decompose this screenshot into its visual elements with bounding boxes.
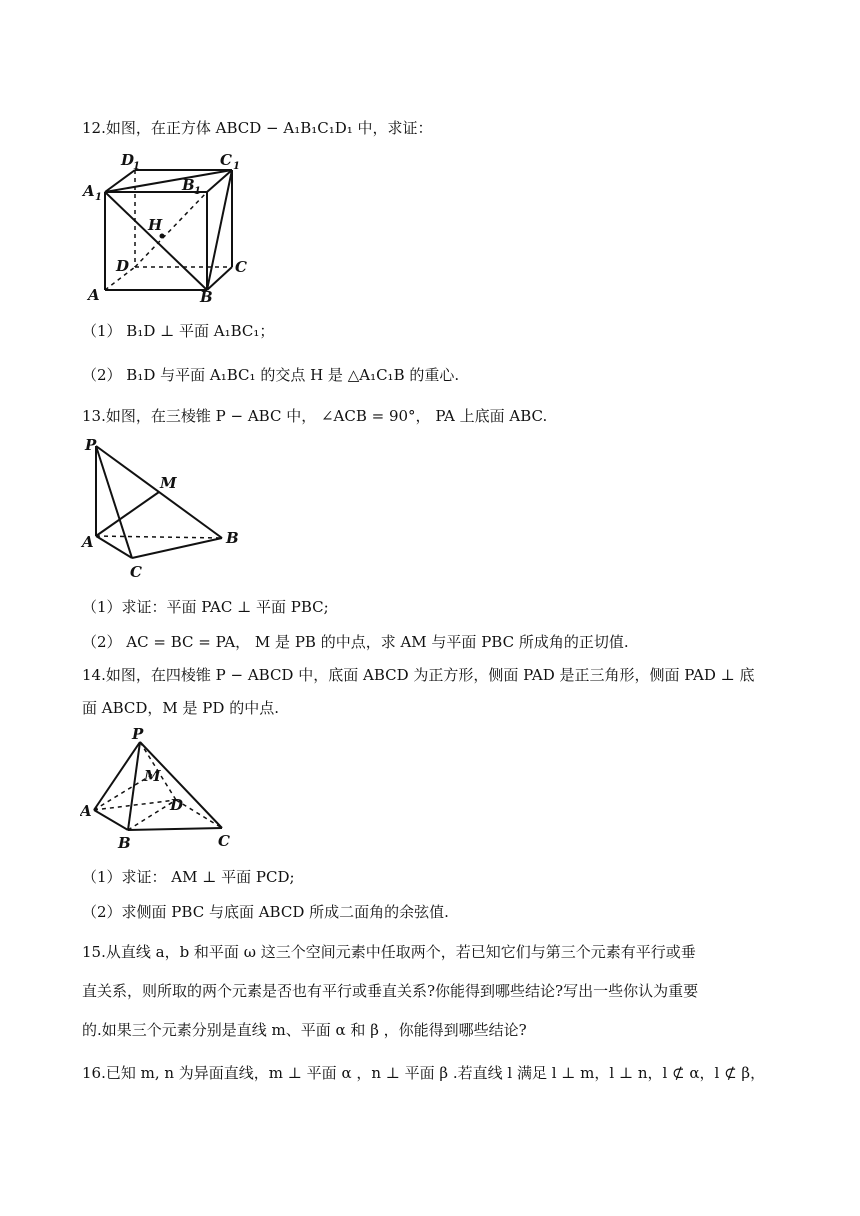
q12-part2: （2） B₁D 与平面 A₁BC₁ 的交点 H 是 △A₁C₁B 的重心. <box>82 366 460 384</box>
q14-stem-line1: 14.如图，在四棱锥 P − ABCD 中，底面 ABCD 为正方形，侧面 PAD 是正三角形，侧面 PAD ⊥ 底 <box>82 666 755 684</box>
label-C1: C <box>220 151 232 169</box>
label-P: P <box>85 436 97 454</box>
label-A: A <box>82 533 94 551</box>
label-A1-sub: 1 <box>95 192 102 203</box>
label-A: A <box>88 286 100 304</box>
label-C: C <box>130 563 142 581</box>
q13-tetrahedron-figure <box>80 432 245 582</box>
q14-part2: （2）求侧面 PBC 与底面 ABCD 所成二面角的余弦值. <box>82 903 449 921</box>
q13-stem: 13.如图，在三棱锥 P − ABC 中， ∠ACB = 90°， PA 上底面 ABC. <box>82 407 548 425</box>
label-B: B <box>200 288 213 306</box>
label-B: B <box>226 529 239 547</box>
q15-line3: 的.如果三个元素分别是直线 m、平面 α 和 β ，你能得到哪些结论? <box>82 1021 527 1039</box>
q12-part1: （1） B₁D ⊥ 平面 A₁BC₁； <box>82 322 275 340</box>
q14-pyramid-figure <box>80 726 240 856</box>
label-B: B <box>118 834 131 852</box>
label-C1-sub: 1 <box>233 161 240 172</box>
label-P: P <box>132 726 144 743</box>
q12-cube-figure <box>80 150 255 310</box>
label-D1: D <box>121 151 135 169</box>
label-D: D <box>170 796 184 814</box>
label-M: M <box>160 474 177 492</box>
label-D: D <box>116 257 130 275</box>
label-A1: A <box>83 182 95 200</box>
label-C: C <box>218 832 230 850</box>
label-D1-sub: 1 <box>133 161 140 172</box>
label-A: A <box>80 802 92 820</box>
label-B1: B <box>182 176 195 194</box>
q14-part1: （1）求证： AM ⊥ 平面 PCD; <box>82 868 295 886</box>
label-H: H <box>148 216 163 234</box>
q16-line1: 16.已知 m, n 为异面直线，m ⊥ 平面 α ，n ⊥ 平面 β .若直线 l 满足 l ⊥ m，l ⊥ n，l ⊄ α，l ⊄ β， <box>82 1064 766 1082</box>
label-C: C <box>235 258 247 276</box>
label-B1-sub: 1 <box>194 186 201 197</box>
q15-line2: 直关系，则所取的两个元素是否也有平行或垂直关系?你能得到哪些结论?写出一些你认为重要 <box>82 982 699 1000</box>
q14-stem-line2: 面 ABCD，M 是 PD 的中点. <box>82 699 279 717</box>
label-M: M <box>144 767 161 785</box>
q12-stem: 12.如图，在正方体 ABCD − A₁B₁C₁D₁ 中，求证： <box>82 119 433 137</box>
q15-line1: 15.从直线 a，b 和平面 ω 这三个空间元素中任取两个，若已知它们与第三个元素有平行或垂 <box>82 943 696 961</box>
q13-part2: （2） AC = BC = PA， M 是 PB 的中点，求 AM 与平面 PBC 所成角的正切值. <box>82 633 629 651</box>
q13-part1: （1）求证：平面 PAC ⊥ 平面 PBC; <box>82 598 329 616</box>
